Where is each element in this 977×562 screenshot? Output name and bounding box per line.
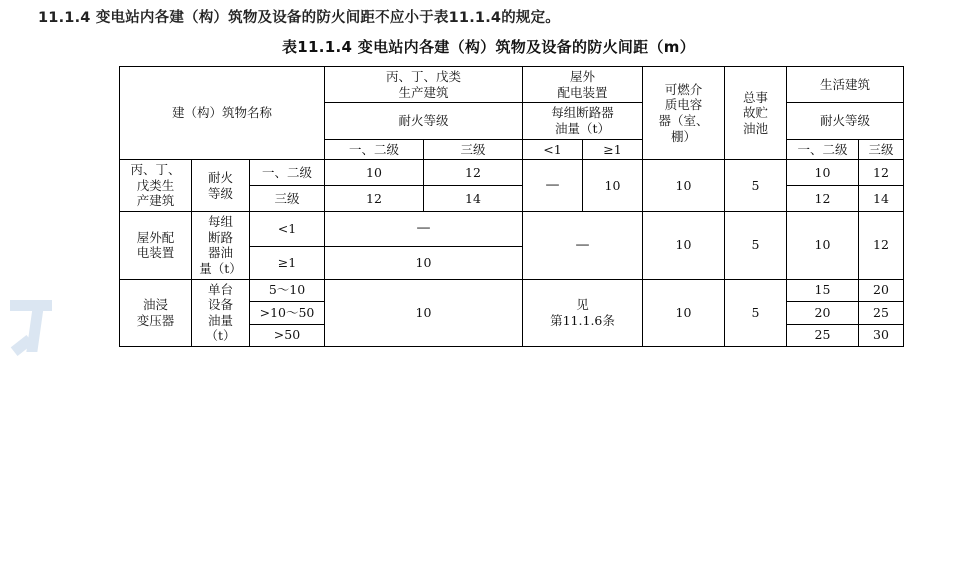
fire-distance-table bbox=[119, 66, 904, 347]
cell-prod-1-2: 12 bbox=[325, 186, 424, 212]
cell-prod: 10 bbox=[325, 247, 523, 279]
cell-oilpit: 5 bbox=[725, 212, 787, 280]
cell-switch-dash: — bbox=[523, 212, 643, 280]
cell-capacitor: 10 bbox=[643, 160, 725, 212]
cell-switch-ge1: 10 bbox=[583, 160, 643, 212]
cell-life-1-2: 10 bbox=[787, 212, 859, 280]
header-prod-building: 丙、丁、戊类 生产建筑 bbox=[325, 67, 523, 103]
sub-label-oil-per-breaker: 每组 断路 器油 量（t） bbox=[192, 212, 250, 280]
header-oil-pit: 总事 故贮 油池 bbox=[725, 67, 787, 160]
sub-label-fire-rating: 耐火 等级 bbox=[192, 160, 250, 212]
cell-prod-1-2: 10 bbox=[325, 160, 424, 186]
header-fire-rating-right: 耐火等级 bbox=[787, 103, 904, 139]
header-grade-1-2-right: 一、二级 bbox=[787, 139, 859, 160]
cell-life-3: 12 bbox=[859, 160, 904, 186]
group-label-outdoor-switchgear: 屋外配 电装置 bbox=[120, 212, 192, 280]
table-header-row-1 bbox=[120, 67, 904, 103]
header-life-building: 生活建筑 bbox=[787, 67, 904, 103]
group-label-oil-transformer: 油浸 变压器 bbox=[120, 279, 192, 347]
header-oil-per-breaker: 每组断路器 油量（t） bbox=[523, 103, 643, 139]
cell-switch-note: 见 第11.1.6条 bbox=[523, 279, 643, 347]
cell-capacitor: 10 bbox=[643, 212, 725, 280]
header-breaker-lt1: <1 bbox=[523, 139, 583, 160]
row-label-grade-1-2: 一、二级 bbox=[250, 160, 325, 186]
sub-label-single-device-oil: 单台 设备 油量 （t） bbox=[192, 279, 250, 347]
cell-life-1-2: 10 bbox=[787, 160, 859, 186]
row-label-grade-3: 三级 bbox=[250, 186, 325, 212]
table-row bbox=[120, 160, 904, 186]
cell-life-1-2: 20 bbox=[787, 302, 859, 325]
table-row bbox=[120, 279, 904, 302]
header-grade-3-left: 三级 bbox=[424, 139, 523, 160]
cell-oilpit: 5 bbox=[725, 279, 787, 347]
cell-life-3: 30 bbox=[859, 324, 904, 347]
header-fire-rating-left: 耐火等级 bbox=[325, 103, 523, 139]
header-grade-3-right: 三级 bbox=[859, 139, 904, 160]
cell-capacitor: 10 bbox=[643, 279, 725, 347]
row-label-10-50: >10～50 bbox=[250, 302, 325, 325]
header-grade-1-2-left: 一、二级 bbox=[325, 139, 424, 160]
cell-prod-3: 12 bbox=[424, 160, 523, 186]
row-label-ge1: ≥1 bbox=[250, 247, 325, 279]
cell-life-1-2: 12 bbox=[787, 186, 859, 212]
header-row-label: 建（构）筑物名称 bbox=[120, 67, 325, 160]
cell-life-3: 14 bbox=[859, 186, 904, 212]
group-label-prod-building: 丙、丁、 戊类生 产建筑 bbox=[120, 160, 192, 212]
cell-life-3: 12 bbox=[859, 212, 904, 280]
row-label-gt50: >50 bbox=[250, 324, 325, 347]
row-label-5-10: 5～10 bbox=[250, 279, 325, 302]
header-outdoor-switchgear: 屋外 配电装置 bbox=[523, 67, 643, 103]
cell-oilpit: 5 bbox=[725, 160, 787, 212]
watermark-glyph bbox=[8, 296, 56, 368]
table-title: 表11.1.4 变电站内各建（构）筑物及设备的防火间距（m） bbox=[282, 38, 695, 56]
cell-prod-dash: — bbox=[325, 212, 523, 247]
header-capacitor: 可燃介 质电容 器（室、 棚） bbox=[643, 67, 725, 160]
cell-life-3: 20 bbox=[859, 279, 904, 302]
cell-life-1-2: 15 bbox=[787, 279, 859, 302]
cell-life-3: 25 bbox=[859, 302, 904, 325]
table-row bbox=[120, 212, 904, 247]
cell-life-1-2: 25 bbox=[787, 324, 859, 347]
cell-prod: 10 bbox=[325, 279, 523, 347]
cell-switch-lt1: — bbox=[523, 160, 583, 212]
header-breaker-ge1: ≥1 bbox=[583, 139, 643, 160]
clause-text: 11.1.4 变电站内各建（构）筑物及设备的防火间距不应小于表11.1.4的规定。 bbox=[38, 10, 560, 26]
cell-prod-3: 14 bbox=[424, 186, 523, 212]
row-label-lt1: <1 bbox=[250, 212, 325, 247]
